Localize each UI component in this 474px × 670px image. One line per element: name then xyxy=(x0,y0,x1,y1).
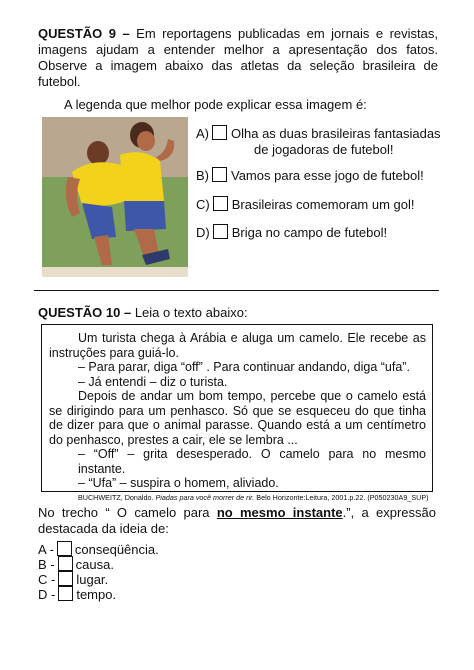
option-text: Brasileiras comemoram um gol! xyxy=(231,197,415,212)
stem-before: No trecho “ O camelo para xyxy=(38,505,217,520)
text-paragraph: Um turista chega à Arábia e aluga um camelo. Ele recebe as instruções para guiá-lo. xyxy=(49,331,426,360)
question-10-heading-line xyxy=(38,305,248,320)
alternative-letter: B - xyxy=(38,557,55,572)
checkbox[interactable] xyxy=(58,586,73,601)
citation-author: BUCHWEITZ, Donaldo. xyxy=(78,492,156,502)
option-text: Olha as duas brasileiras fantasiadas xyxy=(231,126,441,141)
question-9-heading: QUESTÃO 9 – xyxy=(38,26,130,41)
option-letter: D) xyxy=(196,225,210,240)
alternative-b[interactable] xyxy=(38,556,114,572)
checkbox[interactable] xyxy=(57,541,72,556)
alternative-c[interactable] xyxy=(38,571,108,587)
text-dialogue: – Já entendi – diz o turista. xyxy=(78,374,228,389)
alternative-letter: D - xyxy=(38,587,56,602)
question-9-statement xyxy=(38,26,438,90)
checkbox[interactable] xyxy=(212,125,227,140)
text-dialogue: – Para parar, diga “off” . Para continuar andando, diga “ufa”. xyxy=(78,360,410,374)
question-10-heading: QUESTÃO 10 – xyxy=(38,305,132,320)
option-letter: A) xyxy=(196,126,209,141)
stem-after: .”, a expressão destacada da ideia de: xyxy=(38,505,436,536)
alternative-text: lugar. xyxy=(76,572,109,587)
checkbox[interactable] xyxy=(213,196,228,211)
question-10-intro: Leia o texto abaixo: xyxy=(131,305,248,320)
option-a[interactable] xyxy=(196,125,441,158)
alternative-text: causa. xyxy=(75,557,114,572)
citation xyxy=(49,491,429,506)
question-9-text: Em reportagens publicadas em jornais e revistas, imagens ajudam a entender melhor a apresentação dos fatos. Observe a imagem abaixo das atletas da seleção brasileira de futebol. xyxy=(38,26,438,89)
checkbox[interactable] xyxy=(58,571,73,586)
legend-intro: A legenda que melhor pode explicar essa imagem é: xyxy=(64,97,367,112)
reading-text-box xyxy=(41,324,433,502)
citation-work: Piadas para você morrer de rir. xyxy=(155,492,255,502)
option-text: Vamos para esse jogo de futebol! xyxy=(231,168,424,183)
text-paragraph: Depois de andar um bom tempo, percebe que o camelo está se dirigindo para um penhasco. Só que se esqueceu do que tinha de dizer para que o animal parasse. Quando está a um centímetro do penhasco, prestes a cair, ele se lembra ... xyxy=(49,389,426,447)
alternative-letter: C - xyxy=(38,572,56,587)
option-text: Briga no campo de futebol! xyxy=(231,225,388,240)
section-divider xyxy=(34,290,439,291)
option-d[interactable] xyxy=(196,224,387,241)
checkbox[interactable] xyxy=(212,167,227,182)
alternative-letter: A - xyxy=(38,542,54,557)
text-dialogue: – “Off” – grita desesperado. O camelo para no mesmo instante. xyxy=(78,447,426,476)
option-b[interactable] xyxy=(196,167,424,184)
checkbox[interactable] xyxy=(58,556,73,571)
athletes-celebration-photo xyxy=(42,117,188,277)
question-10-stem xyxy=(38,505,436,537)
alternative-a[interactable] xyxy=(38,541,159,557)
stem-highlight: no mesmo instante xyxy=(216,505,343,520)
alternative-text: conseqüência. xyxy=(74,542,159,557)
option-letter: B) xyxy=(196,168,209,183)
option-letter: C) xyxy=(196,197,210,212)
checkbox[interactable] xyxy=(213,224,228,239)
alternative-d[interactable] xyxy=(38,586,116,602)
alternative-text: tempo. xyxy=(76,587,117,602)
option-text-line2: de jogadoras de futebol! xyxy=(254,142,394,157)
option-c[interactable] xyxy=(196,196,415,213)
citation-rest: Belo Horizonte:Leitura, 2001.p.22. (P050230A9_SUP) xyxy=(254,492,429,502)
text-dialogue: – “Ufa” – suspira o homem, aliviado. xyxy=(78,476,279,490)
